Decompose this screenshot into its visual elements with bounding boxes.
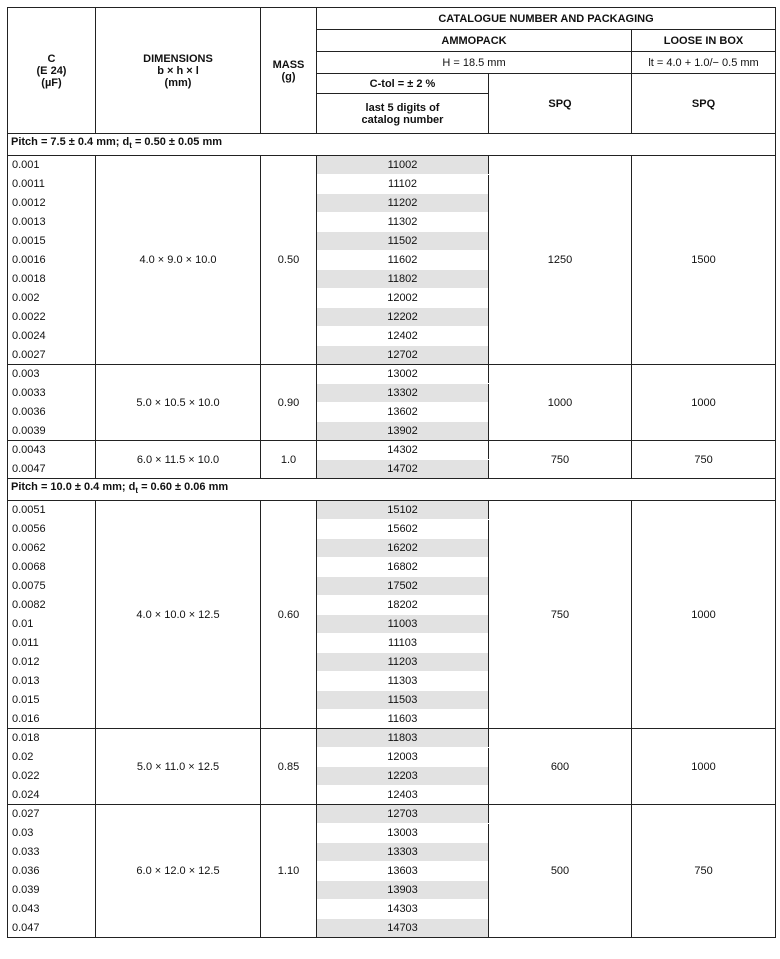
capacitance-header-line3: (µF) — [41, 76, 62, 89]
catalog-number-cell: 13603 — [317, 862, 489, 881]
catalogue-table — [7, 7, 776, 938]
dimensions-header-line1: DIMENSIONS — [143, 52, 213, 65]
catalog-number-cell: 11503 — [317, 691, 489, 710]
catalog-number-cell: 15602 — [317, 520, 489, 539]
catalog-number-cell: 11202 — [317, 194, 489, 213]
catalog-number-cell: 12703 — [317, 805, 489, 824]
mass-header-line2: (g) — [281, 70, 296, 83]
pitch-label-tail: = 0.50 ± 0.05 mm — [131, 136, 223, 149]
mass-cell: 0.60 — [261, 501, 317, 729]
dimensions-cell: 5.0 × 10.5 × 10.0 — [96, 365, 261, 441]
capacitance-cell: 0.0062 — [8, 539, 96, 558]
capacitance-cell: 0.012 — [8, 653, 96, 672]
dimensions-cell: 4.0 × 10.0 × 12.5 — [96, 501, 261, 729]
pitch-label-text: Pitch = 10.0 ± 0.4 mm; d — [11, 481, 136, 494]
capacitance-cell: 0.0022 — [8, 308, 96, 327]
catalog-number-cell: 13302 — [317, 384, 489, 403]
catalog-number-cell: 13003 — [317, 824, 489, 843]
catalog-number-cell: 14303 — [317, 900, 489, 919]
catalog-number-cell: 13602 — [317, 403, 489, 422]
pitch-label-text: Pitch = 7.5 ± 0.4 mm; d — [11, 136, 130, 149]
capacitance-cell: 0.003 — [8, 365, 96, 384]
pitch-label-subscript: t — [135, 486, 139, 496]
capacitance-cell: 0.0082 — [8, 596, 96, 615]
catalog-number-cell: 11602 — [317, 251, 489, 270]
catalog-number-cell: 18202 — [317, 596, 489, 615]
dimensions-header-line2: b × h × l — [157, 64, 199, 77]
capacitance-cell: 0.027 — [8, 805, 96, 824]
catalog-number-cell: 12002 — [317, 289, 489, 308]
spq-loose-cell: 750 — [632, 441, 776, 479]
capacitance-cell: 0.024 — [8, 786, 96, 805]
catalog-number-cell: 11103 — [317, 634, 489, 653]
table-row — [8, 729, 776, 748]
catalog-number-cell: 12203 — [317, 767, 489, 786]
pitch-label — [8, 134, 776, 156]
mass-cell: 0.85 — [261, 729, 317, 805]
capacitance-cell: 0.0047 — [8, 460, 96, 479]
catalog-number-cell: 14703 — [317, 919, 489, 938]
dimensions-cell: 4.0 × 9.0 × 10.0 — [96, 156, 261, 365]
catalog-number-cell: 11603 — [317, 710, 489, 729]
table-row — [8, 805, 776, 824]
pitch-label — [8, 479, 776, 501]
catalog-number-cell: 17502 — [317, 577, 489, 596]
catalog-number-cell: 13002 — [317, 365, 489, 384]
capacitance-cell: 0.0039 — [8, 422, 96, 441]
table-row — [8, 501, 776, 520]
catalog-number-cell: 14302 — [317, 441, 489, 460]
catalog-number-cell: 11502 — [317, 232, 489, 251]
table-body — [8, 134, 776, 938]
catalog-number-cell: 15102 — [317, 501, 489, 520]
catalog-number-cell: 11203 — [317, 653, 489, 672]
spq-ammo-cell: 1250 — [489, 156, 632, 365]
spq-loose-cell: 1000 — [632, 501, 776, 729]
catalog-number-cell: 11802 — [317, 270, 489, 289]
capacitance-cell: 0.0012 — [8, 194, 96, 213]
pitch-row — [8, 479, 776, 501]
spq-loose-header: SPQ — [632, 74, 776, 134]
capacitance-cell: 0.0013 — [8, 213, 96, 232]
ammopack-header: AMMOPACK — [317, 30, 632, 52]
dimensions-cell: 6.0 × 11.5 × 10.0 — [96, 441, 261, 479]
last5-header-line2: catalog number — [361, 113, 444, 126]
spq-loose-cell: 1000 — [632, 729, 776, 805]
catalogue-packaging-header: CATALOGUE NUMBER AND PACKAGING — [317, 8, 776, 30]
capacitance-cell: 0.0051 — [8, 501, 96, 520]
capacitance-cell: 0.033 — [8, 843, 96, 862]
spq-ammo-header: SPQ — [489, 74, 632, 134]
catalog-number-cell: 13902 — [317, 422, 489, 441]
capacitance-cell: 0.011 — [8, 634, 96, 653]
catalog-number-cell: 12702 — [317, 346, 489, 365]
capacitance-cell: 0.02 — [8, 748, 96, 767]
dimensions-cell: 6.0 × 12.0 × 12.5 — [96, 805, 261, 938]
mass-cell: 1.0 — [261, 441, 317, 479]
capacitance-cell: 0.0011 — [8, 175, 96, 194]
capacitance-cell: 0.039 — [8, 881, 96, 900]
table-row — [8, 156, 776, 175]
catalog-number-cell: 11303 — [317, 672, 489, 691]
spq-ammo-cell: 750 — [489, 501, 632, 729]
pitch-label-tail: = 0.60 ± 0.06 mm — [138, 481, 229, 494]
capacitance-header — [8, 8, 96, 134]
catalog-number-cell: 14702 — [317, 460, 489, 479]
capacitance-header-line1: C — [47, 52, 56, 65]
catalog-number-cell: 11002 — [317, 156, 489, 175]
spq-ammo-cell: 1000 — [489, 365, 632, 441]
capacitance-cell: 0.016 — [8, 710, 96, 729]
spq-ammo-cell: 750 — [489, 441, 632, 479]
mass-cell: 0.50 — [261, 156, 317, 365]
catalog-number-cell: 12402 — [317, 327, 489, 346]
capacitance-cell: 0.018 — [8, 729, 96, 748]
capacitance-cell: 0.022 — [8, 767, 96, 786]
capacitance-cell: 0.0075 — [8, 577, 96, 596]
catalog-number-cell: 13303 — [317, 843, 489, 862]
catalog-number-cell: 11302 — [317, 213, 489, 232]
catalog-number-cell: 16802 — [317, 558, 489, 577]
capacitance-cell: 0.0033 — [8, 384, 96, 403]
capacitance-cell: 0.0018 — [8, 270, 96, 289]
capacitance-cell: 0.036 — [8, 862, 96, 881]
spq-loose-cell: 1000 — [632, 365, 776, 441]
capacitance-cell: 0.0015 — [8, 232, 96, 251]
catalog-number-cell: 11803 — [317, 729, 489, 748]
capacitance-cell: 0.0024 — [8, 327, 96, 346]
spq-ammo-cell: 600 — [489, 729, 632, 805]
dimensions-cell: 5.0 × 11.0 × 12.5 — [96, 729, 261, 805]
capacitance-cell: 0.013 — [8, 672, 96, 691]
capacitance-cell: 0.001 — [8, 156, 96, 175]
capacitance-header-line2: (E 24) — [36, 64, 67, 77]
lt-value-header: lt = 4.0 + 1.0/− 0.5 mm — [632, 52, 776, 74]
catalog-number-cell: 11102 — [317, 175, 489, 194]
dimensions-header — [96, 8, 261, 134]
catalog-number-cell: 13903 — [317, 881, 489, 900]
spq-loose-cell: 1500 — [632, 156, 776, 365]
last5-header — [317, 94, 489, 134]
spq-loose-cell: 750 — [632, 805, 776, 938]
capacitance-cell: 0.0016 — [8, 251, 96, 270]
capacitance-cell: 0.0043 — [8, 441, 96, 460]
pitch-label-subscript: t — [129, 141, 132, 151]
ctol-header: C-tol = ± 2 % — [317, 74, 489, 94]
catalog-number-cell: 12003 — [317, 748, 489, 767]
h-value-header: H = 18.5 mm — [317, 52, 632, 74]
catalog-number-cell: 16202 — [317, 539, 489, 558]
capacitance-cell: 0.01 — [8, 615, 96, 634]
mass-header-line1: MASS — [272, 58, 305, 71]
capacitance-cell: 0.0068 — [8, 558, 96, 577]
spq-ammo-cell: 500 — [489, 805, 632, 938]
last5-header-line1: last 5 digits of — [365, 101, 440, 114]
capacitance-cell: 0.0056 — [8, 520, 96, 539]
capacitance-cell: 0.002 — [8, 289, 96, 308]
capacitance-cell: 0.043 — [8, 900, 96, 919]
capacitance-cell: 0.03 — [8, 824, 96, 843]
catalog-number-cell: 12403 — [317, 786, 489, 805]
dimensions-header-line3: (mm) — [164, 76, 192, 89]
mass-cell: 1.10 — [261, 805, 317, 938]
table-row — [8, 365, 776, 384]
catalog-number-cell: 11003 — [317, 615, 489, 634]
capacitance-cell: 0.0036 — [8, 403, 96, 422]
capacitance-cell: 0.047 — [8, 919, 96, 938]
pitch-row — [8, 134, 776, 156]
table-row — [8, 441, 776, 460]
capacitance-cell: 0.0027 — [8, 346, 96, 365]
mass-cell: 0.90 — [261, 365, 317, 441]
catalog-number-cell: 12202 — [317, 308, 489, 327]
loose-in-box-header: LOOSE IN BOX — [632, 30, 776, 52]
mass-header — [261, 8, 317, 134]
capacitance-cell: 0.015 — [8, 691, 96, 710]
